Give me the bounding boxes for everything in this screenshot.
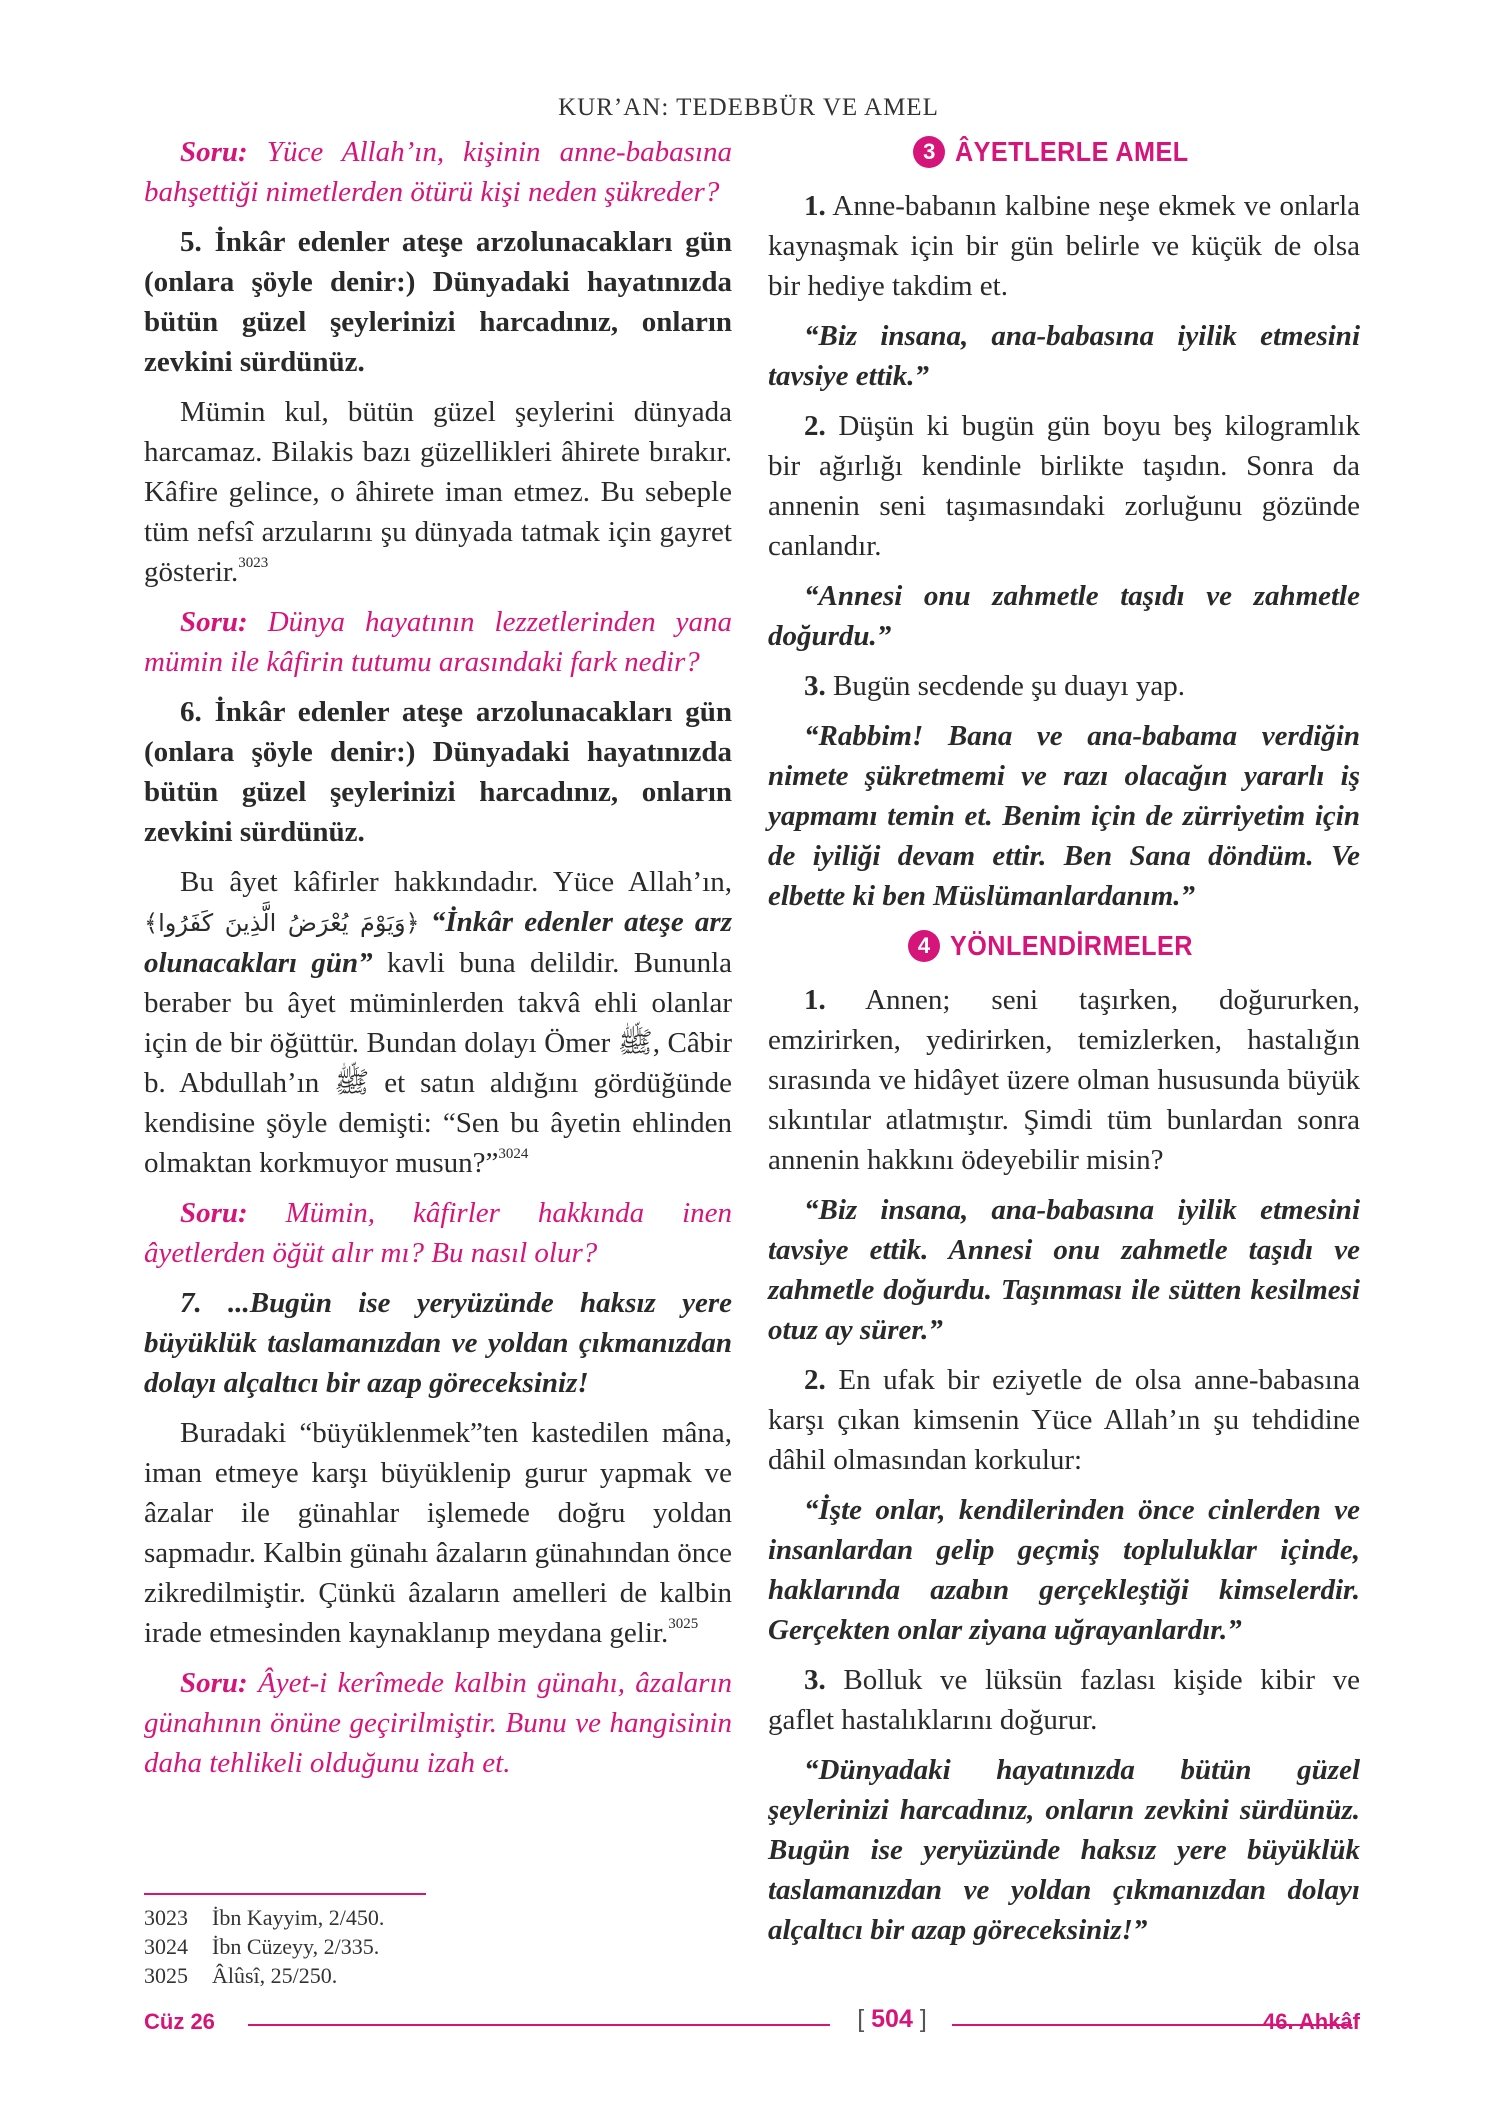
question-2 [144, 602, 732, 682]
verse-number: 7. [180, 1287, 202, 1319]
guidance-quote-2: “İşte onlar, kendilerinden önce cinlerden ve insanlardan gelip geçmiş topluluklar içinde, haklarında azabın gerçekleştiği kimselerdir. Gerçekten onlar ziyana uğrayanlardır.” [768, 1494, 1360, 1646]
footnotes [144, 1903, 724, 1990]
section-title: YÖNLENDİRMELER [950, 930, 1193, 961]
left-column [144, 132, 732, 1793]
footnote [144, 1961, 724, 1990]
verse-6 [144, 692, 732, 852]
question-3 [144, 1193, 732, 1273]
verse-text: İnkâr edenler ateşe arzolunacakları gün (onlara şöyle denir:) Dünyadaki hayatınızda bütün güzel şeylerinizi harcadınız, onların zevkini sürdünüz. [144, 226, 732, 378]
juz-label: Cüz 26 [144, 2009, 215, 2034]
verse-5 [144, 222, 732, 382]
item-text: Bolluk ve lüksün fazlası kişide kibir ve gaflet hastalıklarını doğurur. [768, 1664, 1360, 1736]
verse-number: 6. [180, 696, 202, 728]
item-number: 2. [804, 410, 826, 442]
action-item-3 [768, 666, 1360, 706]
action-item-2 [768, 406, 1360, 566]
footnote-number: 3024 [144, 1934, 188, 1959]
quoted-verse: “İnkâr edenler ateşe arz olunacakları gün” [144, 906, 732, 979]
question-label: Soru: [180, 1667, 248, 1699]
question-text: Mümin, kâfirler hakkında inen âyetlerden öğüt alır mı? Bu nasıl olur? [144, 1197, 732, 1269]
footnote-number: 3023 [144, 1905, 188, 1930]
question-1 [144, 132, 732, 212]
action-quote-3: “Rabbim! Bana ve ana-babama verdiğin nimete şükretmemi ve razı olacağın yararlı iş yapmamı temin et. Benim için de zürriyetim için de iyiliği devam ettir. Ben Sana döndüm. Ve elbette ki ben Müslümanlardanım.” [768, 720, 1360, 912]
verse-text: ...Bugün ise yeryüzünde haksız yere büyüklük taslamanızdan ve yoldan çıkmanızdan dolayı alçaltıcı bir azap göreceksiniz! [144, 1287, 732, 1399]
guidance-item-1 [768, 980, 1360, 1180]
question-label: Soru: [180, 606, 248, 638]
guidance-quote-3: “Dünyadaki hayatınızda bütün güzel şeylerinizi harcadınız, onların zevkini sürdünüz. Bugün ise yeryüzünde haksız yere büyüklük taslamanızdan ve yoldan çıkmanızdan dolayı alçaltıcı bir azap göreceksiniz!” [768, 1754, 1360, 1946]
footnote-text: İbn Kayyim, 2/450. [212, 1905, 385, 1930]
footer-rule-left [248, 2024, 830, 2026]
action-quote-1: “Biz insana, ana-babasına iyilik etmesini tavsiye ettik.” [768, 320, 1360, 392]
item-text: Annen; seni taşırken, doğururken, emzirirken, yedirirken, temizlerken, hastalığın sırasında ve hidâyet üzere olman hususunda büyük sıkıntılar atlatmıştır. Şimdi tüm bunlardan sonra annenin hakkını ödeyebilir misin? [768, 984, 1360, 1176]
item-text: En ufak bir eziyetle de olsa anne-babasına karşı çıkan kimsenin Yüce Allah’ın şu tehdidine dâhil olmasından korkulur: [768, 1364, 1360, 1476]
paragraph-text: Bu âyet kâfirler hakkındadır. Yüce Allah’ın, [180, 866, 732, 898]
footnote-ref: 3025 [668, 1616, 699, 1632]
footnote-divider [144, 1893, 426, 1895]
paragraph-1 [144, 392, 732, 592]
action-item-1 [768, 186, 1360, 306]
section-heading-3 [768, 132, 1360, 172]
verse-text: İnkâr edenler ateşe arzolunacakları gün (onlara şöyle denir:) Dünyadaki hayatınızda bütün güzel şeylerinizi harcadınız, onların zevkini sürdünüz. [144, 696, 732, 848]
paragraph-text: kavli buna delildir. Bununla beraber bu âyet müminlerden takvâ ehli olanlar için de bir öğüttür. Bundan dolayı Ömer ﷺ, Câbir b. Abdullah’ın ﷺ et satın aldığını gördüğünde kendisine şöyle demişti: “Sen bu âyetin ehlinden olmaktan korkmuyor musun?” [144, 947, 732, 1179]
right-column [768, 132, 1360, 1960]
question-label: Soru: [180, 1197, 248, 1229]
action-quote-2: “Annesi onu zahmetle taşıdı ve zahmetle doğurdu.” [768, 580, 1360, 652]
footnote-text: İbn Cüzeyy, 2/335. [212, 1934, 380, 1959]
bracket-open: [ [857, 2005, 865, 2033]
page-number [838, 2005, 946, 2034]
footnote-ref: 3023 [238, 555, 269, 571]
paragraph-text: Mümin kul, bütün güzel şeylerini dünyada harcamaz. Bilakis bazı güzellikleri âhirete bırakır. Kâfire gelince, o âhirete iman etmez. Bu sebeple tüm nefsî arzularını şu dünyada tatmak için gayret gösterir. [144, 396, 732, 588]
surah-label: 46. Ahkâf [1262, 2009, 1360, 2034]
verse-7 [144, 1283, 732, 1403]
paragraph-2 [144, 862, 732, 1183]
question-label: Soru: [180, 136, 248, 168]
verse-number: 5. [180, 226, 202, 258]
bracket-close: ] [919, 2005, 927, 2033]
arabic-verse: ﴿وَيَوْمَ يُعْرَضُ الَّذِينَ كَفَرُوا﴾ [144, 909, 420, 937]
guidance-quote-1: “Biz insana, ana-babasına iyilik etmesini tavsiye ettik. Annesi onu zahmetle taşıdı ve zahmetle doğurdu. Taşınması ile sütten kesilmesi otuz ay sürer.” [768, 1194, 1360, 1346]
section-title: ÂYETLERLE AMEL [955, 136, 1189, 167]
item-text: Bugün secdende şu duayı yap. [825, 670, 1185, 702]
question-text: Âyet-i kerîmede kalbin günahı, âzaların günahının önüne geçirilmiştir. Bunu ve hangisinin daha tehlikeli olduğunu izah et. [144, 1667, 732, 1779]
question-text: Dünya hayatının lezzetlerinden yana mümin ile kâfirin tutumu arasındaki fark nedir? [144, 606, 732, 678]
footnote [144, 1903, 724, 1932]
item-number: 1. [804, 984, 826, 1016]
item-number: 3. [804, 1664, 826, 1696]
footnote-text: Âlûsî, 25/250. [212, 1963, 338, 1988]
footnote [144, 1932, 724, 1961]
footnote-number: 3025 [144, 1963, 188, 1988]
section-number-badge: 4 [908, 930, 940, 962]
paragraph-3 [144, 1413, 732, 1653]
page-number-value: 504 [871, 2005, 913, 2033]
running-header: KUR’AN: TEDEBBÜR VE AMEL [558, 94, 939, 121]
question-text: Yüce Allah’ın, kişinin anne-babasına bahşettiği nimetlerden ötürü kişi neden şükreder? [144, 136, 732, 208]
item-number: 3. [804, 670, 826, 702]
item-text: Düşün ki bugün gün boyu beş kilogramlık bir ağırlığı kendinle birlikte taşıdın. Sonra da annenin seni taşımasındaki zorluğunu gözünde canlandır. [768, 410, 1360, 562]
question-4 [144, 1663, 732, 1783]
footnote-ref: 3024 [498, 1146, 529, 1162]
item-number: 2. [804, 1364, 826, 1396]
item-number: 1. [804, 190, 826, 222]
guidance-item-3 [768, 1660, 1360, 1740]
item-text: Anne-babanın kalbine neşe ekmek ve onlarla kaynaşmak için bir gün belirle ve küçük de olsa bir hediye takdim et. [768, 190, 1360, 302]
section-number-badge: 3 [913, 136, 945, 168]
page-footer [144, 2005, 1360, 2041]
guidance-item-2 [768, 1360, 1360, 1480]
section-heading-4 [768, 926, 1360, 966]
paragraph-text: Buradaki “büyüklenmek”ten kastedilen mâna, iman etmeye karşı büyüklenip gurur yapmak ve âzalar ile günahlar işlemede doğru yoldan sapmadır. Kalbin günahı âzaların günahından önce zikredilmiştir. Çünkü âzaların amelleri de kalbin irade etmesinden kaynaklanıp meydana gelir. [144, 1417, 732, 1649]
